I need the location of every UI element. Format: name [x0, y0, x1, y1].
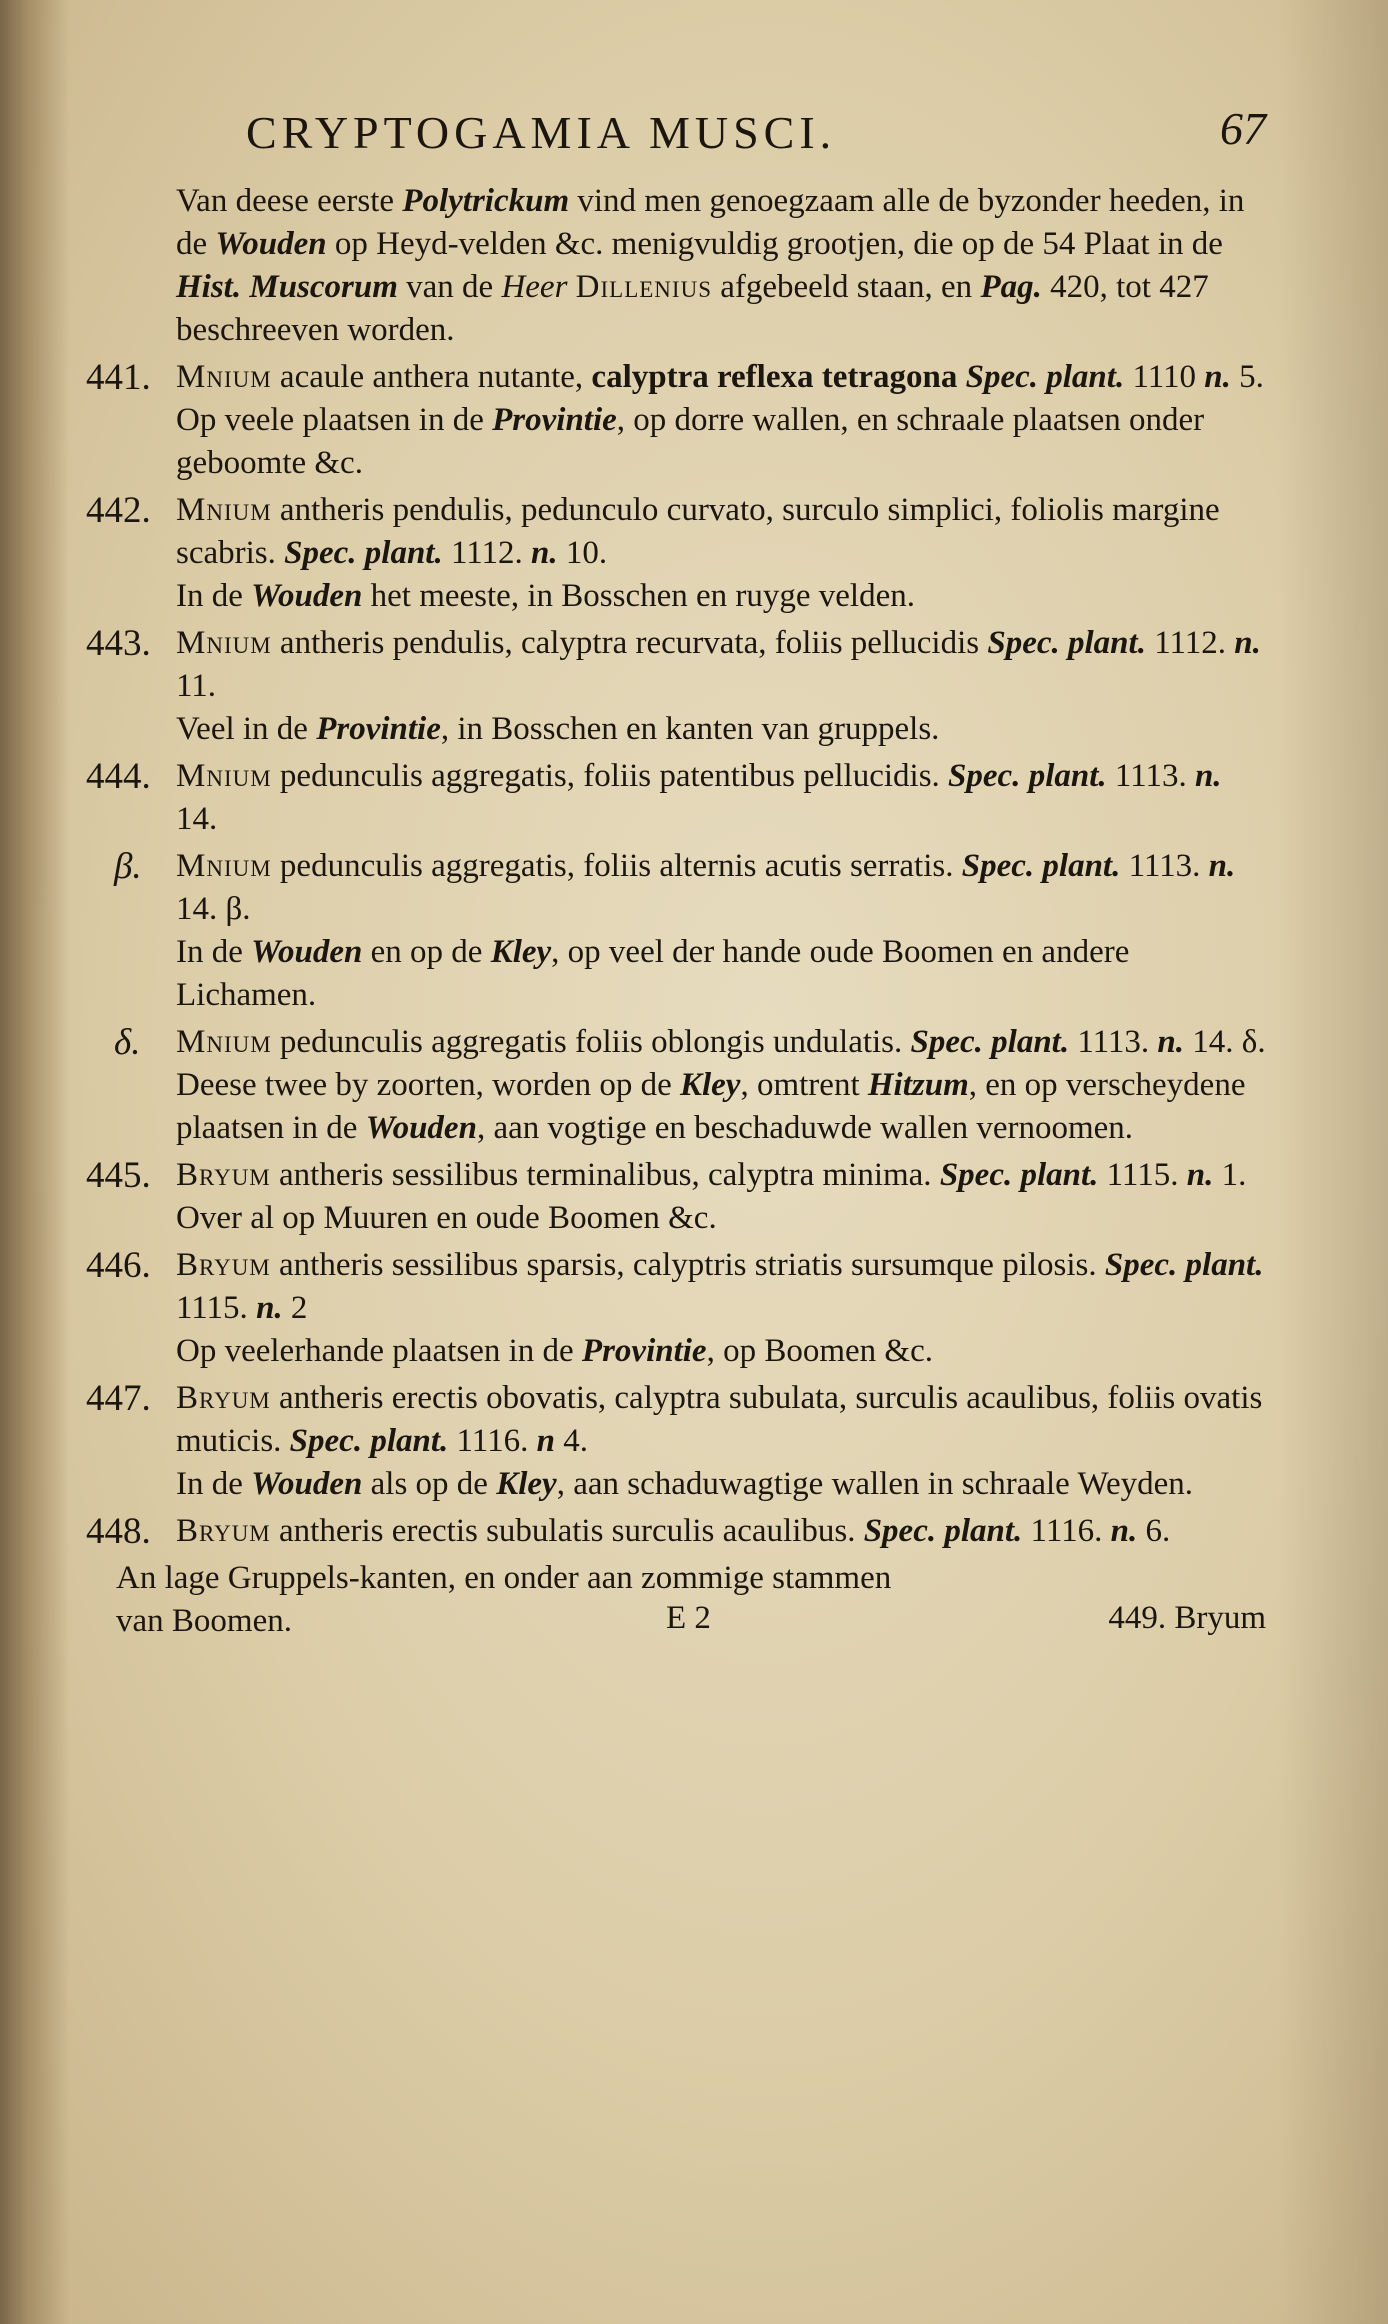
- variety-entry-delta: [86, 1021, 1266, 1064]
- page-edge-shadow: [1278, 0, 1388, 2324]
- habitat-text: , op Boomen &c.: [706, 1333, 933, 1369]
- habitat-text: In de: [176, 934, 252, 970]
- entry-n: n.: [531, 535, 558, 571]
- habitat-text: , in Bosschen en kanten van gruppels.: [440, 711, 940, 747]
- entry-ref: 1116.: [1022, 1513, 1111, 1549]
- habitat-text: Op veelerhande plaatsen in de: [176, 1333, 582, 1369]
- entry-spec: Spec. plant.: [948, 758, 1107, 794]
- entry-number: 443.: [86, 623, 151, 664]
- page-footer: [86, 1557, 1266, 1647]
- entry-genus: Mnium: [176, 359, 272, 395]
- entry-description: pedunculis aggregatis foliis oblongis undulatis.: [271, 1024, 911, 1060]
- entry-ref: 1110: [1124, 359, 1205, 395]
- intro-pag: Pag.: [980, 269, 1042, 305]
- entry-description: acaule anthera nutante,: [271, 359, 592, 395]
- species-entry-444: [86, 755, 1266, 841]
- habitat-text: In de: [176, 578, 252, 614]
- habitat-text: Veel in de: [176, 711, 317, 747]
- entry-ref: 1113.: [1120, 848, 1209, 884]
- entry-n: n.: [1157, 1024, 1185, 1060]
- entry-habitat: [86, 399, 1266, 485]
- intro-text: van de: [397, 269, 502, 305]
- entry-description: pedunculis aggregatis, foliis patentibus pellucidis.: [271, 758, 949, 794]
- species-entry-441: [86, 356, 1266, 399]
- entry-spec: Spec. plant.: [965, 359, 1125, 395]
- entry-n: n.: [1186, 1157, 1214, 1193]
- intro-heer: Heer: [501, 269, 568, 305]
- entry-number: 444.: [86, 756, 151, 797]
- entry-genus: Bryum: [176, 1380, 271, 1416]
- habitat-place: Kley: [496, 1466, 557, 1502]
- habitat-place: Provintie: [492, 402, 617, 438]
- page-number: 67: [1220, 103, 1266, 154]
- entry-n: n.: [1208, 848, 1236, 884]
- habitat-place: Kley: [490, 934, 552, 970]
- signature-mark: E 2: [666, 1600, 711, 1636]
- entry-nval: 11.: [176, 668, 217, 704]
- habitat-last-line: An lage Gruppels-kanten, en onder aan zommige stammen: [116, 1560, 892, 1596]
- entry-spec: Spec. plant.: [987, 625, 1146, 661]
- entry-number: 447.: [86, 1378, 151, 1419]
- entry-nval: 14. β.: [176, 891, 251, 927]
- entry-spec: Spec. plant.: [1104, 1247, 1264, 1283]
- text-block: [86, 100, 1266, 1647]
- entry-nval: 5.: [1230, 359, 1264, 395]
- entry-spec: Spec. plant.: [284, 535, 443, 571]
- intro-author: Dillenius: [575, 269, 712, 305]
- habitat-text: , aan schaduwagtige wallen in schraale Weyden.: [556, 1466, 1194, 1502]
- species-entry-443: [86, 622, 1266, 708]
- entry-n: n.: [1204, 359, 1231, 395]
- entry-nval: 6.: [1137, 1513, 1171, 1549]
- variety-mark: β.: [114, 846, 142, 887]
- intro-text: vind men genoegzaam alle de byzonder heeden, in de: [176, 183, 1245, 262]
- entry-spec: Spec. plant.: [289, 1423, 449, 1459]
- entry-n: n: [536, 1423, 555, 1459]
- habitat-place: Hitzum: [867, 1067, 969, 1103]
- entry-description: antheris sessilibus sparsis, calyptris striatis sursumque pilosis.: [270, 1247, 1105, 1283]
- intro-reference: Hist. Muscorum: [176, 269, 398, 305]
- habitat-place: Wouden: [365, 1110, 477, 1146]
- entry-nval: 4.: [554, 1423, 588, 1459]
- entry-n: n.: [1110, 1513, 1138, 1549]
- entry-habitat: [86, 1330, 1266, 1373]
- habitat-text: , omtrent: [740, 1067, 868, 1103]
- intro-paragraph: [86, 180, 1266, 352]
- entry-description: calyptra reflexa tetragona: [591, 359, 966, 395]
- habitat-place: Wouden: [251, 934, 363, 970]
- entry-ref: 1115.: [176, 1290, 257, 1326]
- entry-genus: Mnium: [176, 758, 272, 794]
- habitat-text: en op de: [362, 934, 491, 970]
- species-entry-446: [86, 1244, 1266, 1330]
- entry-habitat: Over al op Muuren en oude Boomen &c.: [176, 1200, 717, 1236]
- entry-ref: 1112.: [442, 535, 532, 571]
- entry-nval: 14.: [176, 801, 218, 837]
- habitat-place: Wouden: [251, 578, 363, 614]
- species-entry-447: [86, 1377, 1266, 1463]
- entry-description: pedunculis aggregatis, foliis alternis acutis serratis.: [271, 848, 962, 884]
- entry-genus: Mnium: [176, 625, 272, 661]
- running-title: CRYPTOGAMIA MUSCI.: [246, 107, 837, 158]
- entry-description: antheris erectis subulatis surculis acaulibus.: [270, 1513, 864, 1549]
- intro-place: Wouden: [215, 226, 327, 262]
- intro-text: op Heyd-velden &c. menigvuldig grootjen, die op de 54 Plaat in de: [326, 226, 1223, 262]
- entry-number: 448.: [86, 1511, 151, 1552]
- entry-description: antheris sessilibus terminalibus, calyptra minima.: [270, 1157, 940, 1193]
- habitat-text: In de: [176, 1466, 252, 1502]
- habitat-text: , op veel der hande oude Boomen en andere Lichamen.: [176, 934, 1130, 1013]
- catchword: 449. Bryum: [1108, 1600, 1266, 1636]
- entry-ref: 1113.: [1069, 1024, 1158, 1060]
- entry-number: 441.: [86, 357, 151, 398]
- entry-genus: Mnium: [176, 1024, 272, 1060]
- variety-entry-beta: [86, 845, 1266, 931]
- habitat-last-line: van Boomen.: [116, 1603, 292, 1639]
- intro-text: 420, tot 427 beschreeven worden.: [176, 269, 1209, 348]
- entry-habitat: [86, 931, 1266, 1017]
- entry-genus: Bryum: [176, 1157, 271, 1193]
- intro-text: afgebeeld staan, en: [711, 269, 981, 305]
- habitat-text: als op de: [362, 1466, 497, 1502]
- entry-ref: 1116.: [448, 1423, 537, 1459]
- intro-genus: Polytrickum: [402, 183, 570, 219]
- entry-spec: Spec. plant.: [939, 1157, 1099, 1193]
- intro-text: Van deese eerste: [176, 183, 403, 219]
- habitat-text: , aan vogtige en beschaduwde wallen vernoomen.: [476, 1110, 1134, 1146]
- entry-genus: Mnium: [176, 848, 272, 884]
- entry-nval: 2: [282, 1290, 308, 1326]
- habitat-text: Op veele plaatsen in de: [176, 402, 493, 438]
- entry-number: 442.: [86, 490, 151, 531]
- entry-nval: 10.: [557, 535, 608, 571]
- species-entry-445: [86, 1154, 1266, 1197]
- entry-habitat: [86, 708, 1266, 751]
- running-head: [86, 100, 1266, 170]
- habitat-place: Provintie: [316, 711, 441, 747]
- entry-ref: 1115.: [1098, 1157, 1187, 1193]
- habitat-place: Wouden: [251, 1466, 363, 1502]
- entry-spec: Spec. plant.: [961, 848, 1121, 884]
- entry-n: n.: [1234, 625, 1261, 661]
- entry-genus: Bryum: [176, 1513, 271, 1549]
- species-entry-442: [86, 489, 1266, 575]
- habitat-place: Kley: [679, 1067, 741, 1103]
- entry-description: antheris pendulis, pedunculo curvato, surculo simplici, foliolis margine scabris.: [176, 492, 1220, 571]
- entry-genus: Bryum: [176, 1247, 271, 1283]
- entry-description: antheris erectis obovatis, calyptra subulata, surculis acaulibus, foliis ovatis muticis.: [176, 1380, 1263, 1459]
- habitat-text: , en op verscheydene plaatsen in de: [176, 1067, 1246, 1146]
- habitat-text: Deese twee by zoorten, worden op de: [176, 1067, 680, 1103]
- entry-number: 446.: [86, 1245, 151, 1286]
- entry-number: 445.: [86, 1155, 151, 1196]
- entry-ref: 1112.: [1145, 625, 1235, 661]
- entry-spec: Spec. plant.: [910, 1024, 1070, 1060]
- entry-nval: 1.: [1213, 1157, 1247, 1193]
- entry-nval: 14. δ.: [1184, 1024, 1266, 1060]
- variety-mark: δ.: [114, 1022, 141, 1063]
- entry-ref: 1113.: [1106, 758, 1195, 794]
- entry-habitat: [86, 1064, 1266, 1150]
- entry-n: n.: [256, 1290, 283, 1326]
- entry-description: antheris pendulis, calyptra recurvata, foliis pellucidis: [271, 625, 988, 661]
- species-entry-448: [86, 1510, 1266, 1553]
- habitat-place: Provintie: [581, 1333, 707, 1369]
- habitat-text: het meeste, in Bosschen en ruyge velden.: [362, 578, 915, 614]
- entry-spec: Spec. plant.: [863, 1513, 1023, 1549]
- entry-genus: Mnium: [176, 492, 272, 528]
- entry-n: n.: [1194, 758, 1222, 794]
- entry-habitat: [86, 1463, 1266, 1506]
- habitat-text: , op dorre wallen, en schraale plaatsen onder geboomte &c.: [176, 402, 1205, 481]
- binding-gutter: [0, 0, 70, 2324]
- entry-habitat: [86, 575, 1266, 618]
